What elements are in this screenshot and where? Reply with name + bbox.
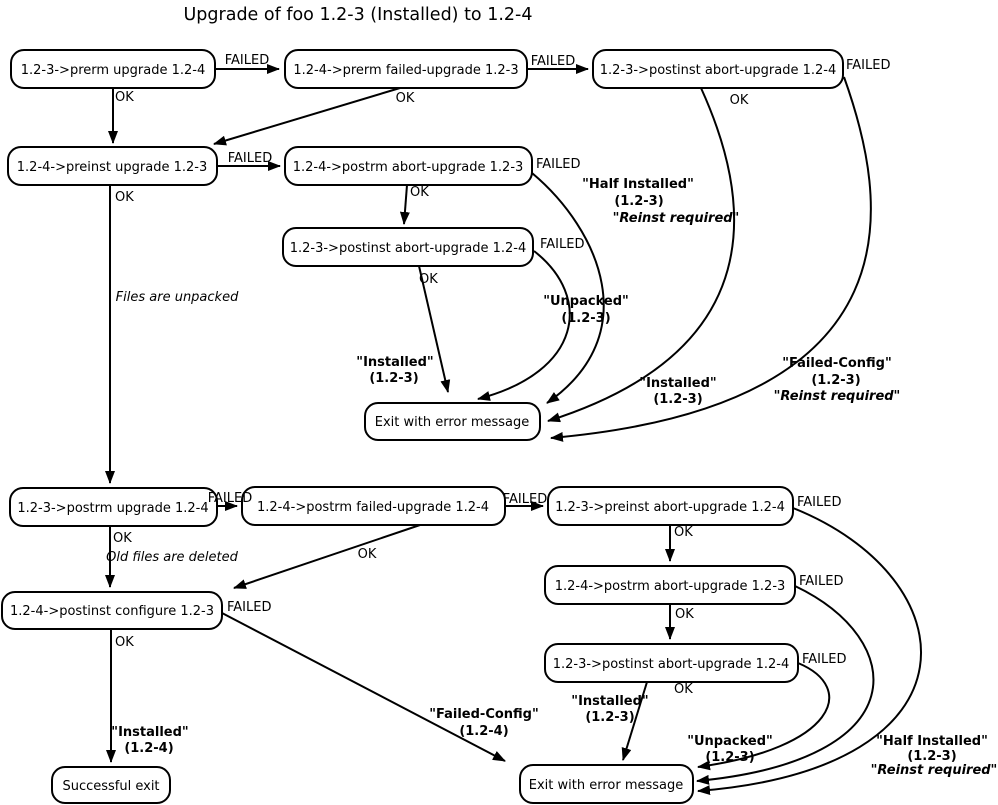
note-files-unpacked: Files are unpacked	[115, 290, 239, 305]
state-failed-config-bottom-line1: "Failed-Config"	[429, 707, 539, 722]
state-failed-config-bottom-line2: (1.2-4)	[459, 724, 509, 739]
node-postinst-abort-bottom-label: 1.2-3->postinst abort-upgrade 1.2-4	[552, 657, 790, 672]
node-preinst-upgrade-label: 1.2-4->preinst upgrade 1.2-3	[16, 160, 208, 175]
state-failed-config-mid-line1: "Failed-Config"	[782, 356, 892, 371]
state-unpacked-bottom-line1: "Unpacked"	[687, 734, 773, 749]
state-unpacked-mid-line1: "Unpacked"	[543, 294, 629, 309]
state-failed-config-mid-line2: (1.2-3)	[811, 373, 861, 388]
state-half-installed-top-line2: (1.2-3)	[614, 194, 664, 209]
edge-label-failed-10: FAILED	[799, 574, 844, 589]
state-half-installed-top-line3: "Reinst required"	[612, 211, 740, 226]
state-installed-bottom-right-line2: (1.2-3)	[585, 710, 635, 725]
node-postinst-configure-label: 1.2-4->postinst configure 1.2-3	[10, 604, 214, 619]
state-unpacked-bottom-line2: (1.2-3)	[705, 750, 755, 765]
state-half-installed-bottom-line3: "Reinst required"	[870, 763, 998, 778]
state-unpacked-mid-line2: (1.2-3)	[561, 311, 611, 326]
edge-label-failed-6: FAILED	[540, 237, 585, 252]
edge-label-ok-11: OK	[675, 607, 694, 622]
edge-label-failed-1: FAILED	[224, 53, 270, 68]
edge-postinstabortmid-failed	[478, 251, 570, 399]
edge-label-ok-3: OK	[729, 93, 749, 108]
edge-label-ok-5: OK	[410, 185, 429, 200]
node-postinst-abort-mid-label: 1.2-3->postinst abort-upgrade 1.2-4	[289, 241, 527, 256]
node-postrm-upgrade-label: 1.2-3->postrm upgrade 1.2-4	[17, 501, 209, 516]
edge-label-ok-2: OK	[395, 91, 415, 106]
edge-label-ok-4: OK	[115, 190, 134, 205]
edge-prermfailed-ok	[214, 88, 400, 144]
node-prerm-upgrade-label: 1.2-3->prerm upgrade 1.2-4	[20, 63, 206, 78]
edge-label-failed-4: FAILED	[227, 151, 273, 166]
node-postrm-abort-bottom-label: 1.2-4->postrm abort-upgrade 1.2-3	[554, 579, 786, 594]
state-half-installed-bottom-line2: (1.2-3)	[907, 749, 957, 764]
edge-label-ok-10: OK	[674, 525, 693, 540]
edge-label-failed-12: FAILED	[227, 600, 272, 615]
state-failed-config-mid-line3: "Reinst required"	[773, 389, 901, 404]
note-old-files-deleted: Old files are deleted	[106, 550, 238, 565]
node-prerm-failed-upgrade-label: 1.2-4->prerm failed-upgrade 1.2-3	[293, 63, 519, 78]
state-half-installed-bottom-line1: "Half Installed"	[876, 734, 988, 749]
state-installed-bottom-right-line1: "Installed"	[571, 694, 649, 709]
state-installed-bottom-left-line1: "Installed"	[111, 725, 189, 740]
edge-label-failed-9: FAILED	[797, 495, 842, 510]
node-exit-error-bottom-label: Exit with error message	[528, 778, 684, 793]
edge-label-ok-1: OK	[115, 90, 134, 105]
state-installed-mid-left-line2: (1.2-3)	[369, 371, 419, 386]
edge-label-ok-8: OK	[357, 547, 377, 562]
state-installed-bottom-left-line2: (1.2-4)	[124, 741, 174, 756]
edge-label-failed-8: FAILED	[502, 492, 548, 507]
edge-label-ok-9: OK	[115, 635, 134, 650]
node-postinst-abort-top-label: 1.2-3->postinst abort-upgrade 1.2-4	[599, 63, 837, 78]
node-postrm-failed-upgrade-label: 1.2-4->postrm failed-upgrade 1.2-4	[257, 500, 489, 515]
state-installed-mid-right-line2: (1.2-3)	[653, 392, 703, 407]
edge-label-failed-7: FAILED	[207, 491, 253, 506]
state-installed-mid-right-line1: "Installed"	[639, 376, 717, 391]
state-half-installed-top-line1: "Half Installed"	[582, 177, 694, 192]
edge-postinstaborttop-ok	[548, 88, 734, 421]
edge-label-ok-12: OK	[674, 682, 693, 697]
node-postrm-abort-mid-label: 1.2-4->postrm abort-upgrade 1.2-3	[292, 160, 524, 175]
edge-label-ok-6: OK	[419, 272, 438, 287]
edge-label-failed-3: FAILED	[846, 58, 891, 73]
node-successful-exit-label: Successful exit	[62, 779, 160, 794]
edge-label-failed-11: FAILED	[802, 652, 847, 667]
edge-label-ok-7: OK	[113, 531, 132, 546]
edge-label-failed-5: FAILED	[536, 157, 581, 172]
edge-postrmabortmid-ok-in	[404, 185, 407, 224]
node-preinst-abort-label: 1.2-3->preinst abort-upgrade 1.2-4	[555, 500, 785, 515]
state-installed-mid-left-line1: "Installed"	[356, 355, 434, 370]
edge-label-failed-2: FAILED	[530, 54, 576, 69]
diagram-title: Upgrade of foo 1.2-3 (Installed) to 1.2-4	[183, 5, 533, 25]
node-exit-error-mid-label: Exit with error message	[374, 415, 530, 430]
edge-postrmfailed-ok	[234, 525, 420, 588]
